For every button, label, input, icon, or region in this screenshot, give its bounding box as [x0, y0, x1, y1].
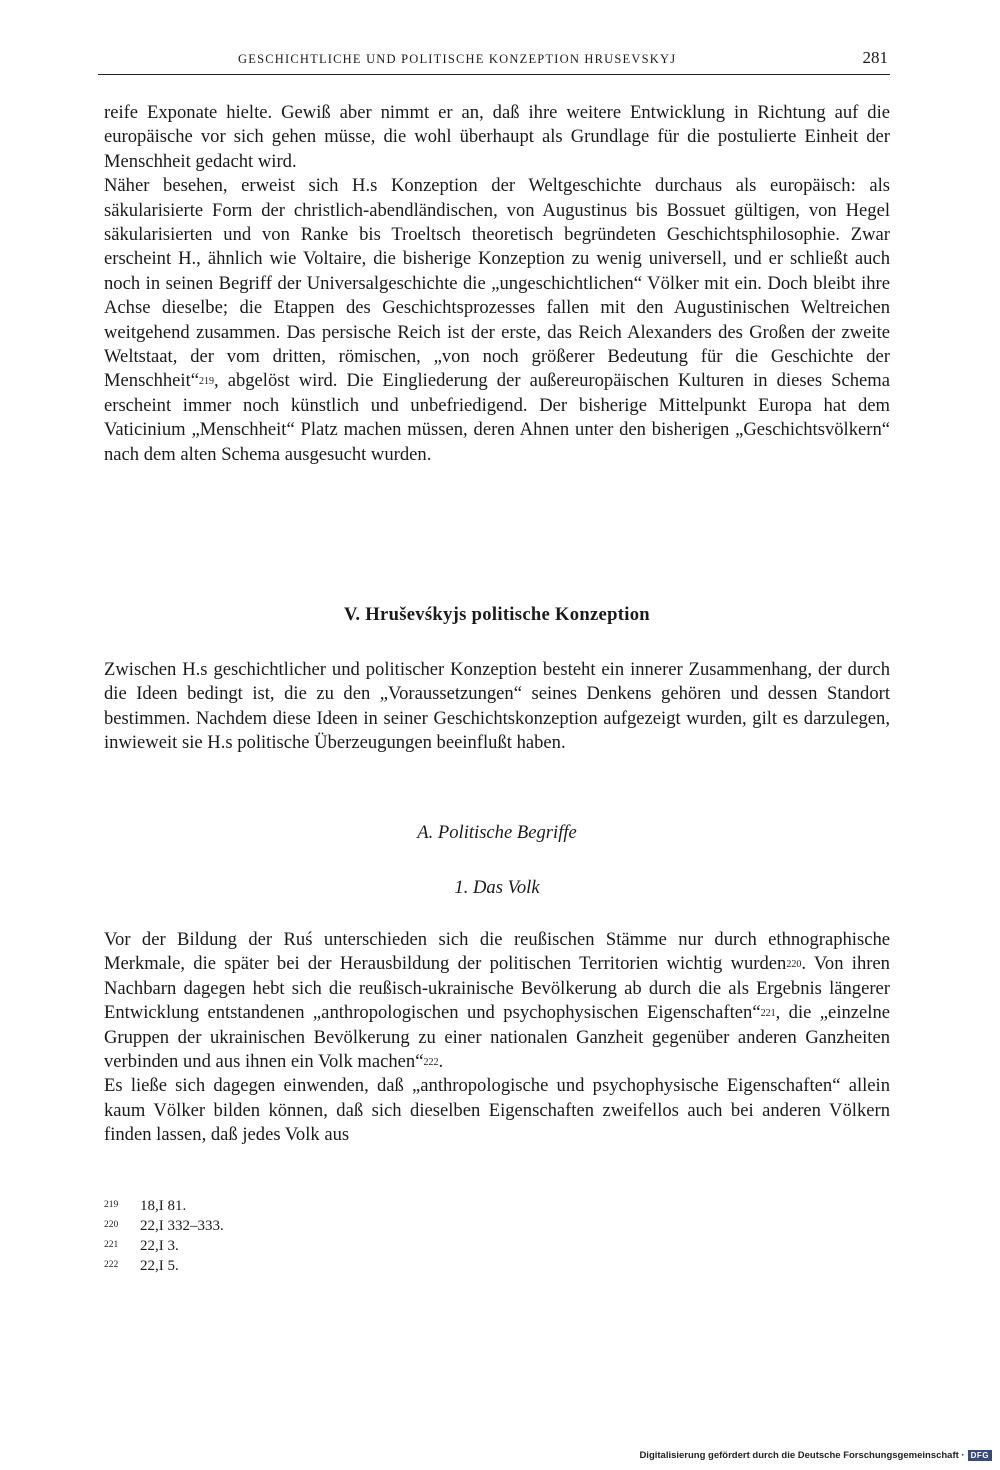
- footnote-mark: 221: [104, 1240, 119, 1250]
- sub-subsection-heading: 1. Das Volk: [454, 877, 540, 898]
- footnote-text: 22,I 3.: [140, 1238, 179, 1254]
- page-header: [98, 46, 890, 75]
- footnote-mark: 220: [104, 1220, 119, 1230]
- paragraph-1: reife Exponate hielte. Gewiß aber nimmt er an, daß ihre weitere Entwicklung in Richtung auf die europäische vor sich gehen müsse, die wohl überhaupt als Grundlage für die postulierte Einheit der Menschheit gedacht wird.: [104, 102, 890, 172]
- footnote-text: 22,I 332–333.: [140, 1218, 224, 1234]
- footnote: [104, 1196, 404, 1216]
- footnote: [104, 1256, 404, 1276]
- subsection-heading: A. Politische Begriffe: [417, 822, 577, 843]
- body-text-middle: [104, 658, 890, 756]
- digitization-credit: [639, 1450, 992, 1461]
- dfg-logo-icon: DFG: [968, 1450, 992, 1461]
- running-head: GESCHICHTLICHE UND POLITISCHE KONZEPTION HRUSEVSKYJ: [238, 52, 677, 66]
- footnote-text: 22,I 5.: [140, 1258, 179, 1274]
- body-text-bottom: [104, 928, 890, 1148]
- footnote: [104, 1236, 404, 1256]
- footnotes: [104, 1196, 404, 1276]
- paragraph-4: Vor der Bildung der Ruś unterschieden sich die reußischen Stämme nur durch ethnographische Merkmale, die später bei der Herausbildung der politischen Territorien wichtig wurden$^{220}$. Von ihren Nachbarn dagegen hebt sich die reußisch-ukrainische Bevölkerung ab durch die als Ergebnis längerer Entwicklung entstandenen „anthropologischen und psychophysischen Eigenschaften“$^{221}$, die „einzelne Gruppen der ukrainischen Bevölkerung zu einer nationalen Ganzheit gegenüber anderen Ganzheiten verbinden und aus ihnen ein Volk machen“$^{222}$.: [104, 929, 890, 1073]
- page-number: 281: [862, 48, 888, 67]
- paragraph-5: Es ließe sich dagegen einwenden, daß „anthropologische und psychophysische Eigenschaften“ allein kaum Völker bilden können, daß sich dieselben Eigenschaften zweifellos auch bei anderen Völkern finden lassen, daß jedes Volk aus: [104, 1075, 890, 1146]
- section-heading: V. Hruševśkyjs politische Konzeption: [344, 604, 650, 625]
- body-text-top: [104, 101, 890, 467]
- paragraph-2: Näher besehen, erweist sich H.s Konzeption der Weltgeschichte durchaus als europäisch: als säkularisierte Form der christlich-abendländischen, von Augustinus bis Bossuet gültigen, von Hegel säkularisierten und von Ranke bis Troeltsch theoretisch begründeten Geschichtsphilosophie. Zwar erscheint H., ähnlich wie Voltaire, die bisherige Konzeption zu wenig universell, und er schließt auch noch in seinen Begriff der Universalgeschichte die „ungeschichtlichen“ Völker mit ein. Doch bleibt ihre Achse dieselbe; die Etappen des Geschichtsprozesses fallen mit den Augustinischen Weltreichen weitgehend zusammen. Das persische Reich ist der erste, das Reich Alexanders des Großen der zweite Weltstaat, der vom dritten, römischen, „von noch größerer Bedeutung für die Geschichte der Menschheit“$^{219}$, abgelöst wird. Die Eingliederung der außereuropäischen Kulturen in dieses Schema erscheint immer noch künstlich und unbefriedigend. Der bisherige Mittelpunkt Europa hat dem Vaticinium „Menschheit“ Platz machen müssen, deren Ahnen unter den bisherigen „Geschichtsvölkern“ nach dem alten Schema ausgesucht wurden.: [104, 175, 890, 465]
- footnote: [104, 1216, 404, 1236]
- footnote-ref-219[interactable]: 219: [199, 376, 215, 388]
- footnote-mark: 222: [104, 1260, 119, 1270]
- paragraph-3: Zwischen H.s geschichtlicher und politischer Konzeption besteht ein innerer Zusammenhang, der durch die Ideen bedingt ist, die zu den „Voraussetzungen“ seines Denkens gehören und dessen Standort bestimmen. Nachdem diese Ideen in seiner Geschichtskonzeption aufgezeigt wurden, gilt es darzulegen, inwieweit sie H.s politische Überzeugungen beeinflußt haben.: [104, 659, 890, 754]
- footnote-mark: 219: [104, 1200, 119, 1210]
- footnote-ref-220[interactable]: 220: [786, 959, 802, 971]
- footnote-ref-222[interactable]: 222: [423, 1057, 439, 1069]
- footnote-ref-221[interactable]: 221: [760, 1008, 776, 1020]
- footnote-text: 18,I 81.: [140, 1198, 187, 1214]
- credit-text: Digitalisierung gefördert durch die Deutsche Forschungsgemeinschaft ·: [639, 1450, 965, 1461]
